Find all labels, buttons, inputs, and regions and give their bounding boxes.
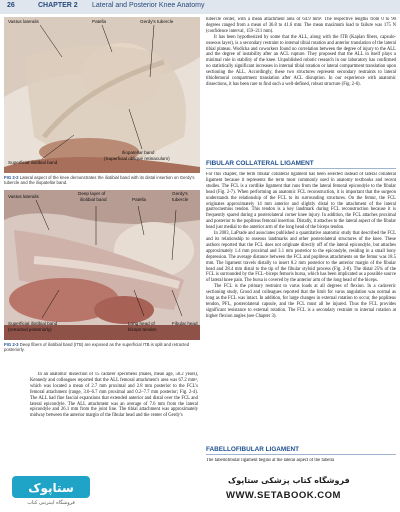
- page-number: 26: [7, 2, 15, 9]
- store-url: WWW.SETABOOK.COM: [226, 490, 341, 501]
- fabellofibular-text: The fabellofibular ligament begins at the lateral aspect of the fabella: [206, 458, 335, 463]
- figure-2-3: [4, 190, 200, 340]
- label-oblique-retinaculum: (Superficial oblique retinaculum): [104, 156, 170, 161]
- label-gerdys: Gerdy's: [172, 191, 188, 196]
- label-superficial-itb: Superficial iliotibial band: [8, 160, 58, 165]
- section-heading-fcl: [206, 160, 396, 169]
- figure-2-3-caption: [4, 342, 198, 353]
- label-patella: Patella: [92, 19, 107, 24]
- label-vastus-lateralis: Vastus lateralis: [8, 19, 39, 24]
- chapter-title: Lateral and Posterior Knee Anatomy: [92, 2, 205, 9]
- caption-label: FIG 2-3: [4, 342, 19, 347]
- svg-text:ستاپوک: ستاپوک: [28, 481, 74, 495]
- label-long-head: Long head of: [128, 321, 155, 326]
- caption-text: Lateral aspect of the knee demonstrates the iliotibial band with its distal insertion on Gerdy's tubercle and the iliopatellar band.: [4, 175, 195, 186]
- paragraph: In 2003, LaPrade and associates published a quantitative anatomic study that described the FCL and its relationship to osseous landmarks and other posterolateral structures of the knee. These authors reported that the FCL does not originate directly off of the lateral epicondyle, but attaches approximately 1.4 mm proximal and 3.1 mm posterior to the epicondyle, residing in a small bony depression. The average distance between the FCL and popliteus attachments on the femur was 18.5 mm. The ligament travels distally to insert 8.2 mm posterior to the anterior margin of the fibular head and 28.4 mm distal to the tip of the fibular styloid process (Fig. 2-8). The distal 25% of the FCL is surrounded by the FCL–biceps femoris bursa, which has been implicated as a possible source of lateral knee pain. The bursa is covered by the anterior arm of the long head of the biceps.: [206, 231, 396, 284]
- figure-2-3-photo: [4, 190, 200, 340]
- label-patella: Patella: [132, 197, 147, 202]
- paragraph: tubercle center, with a mean attachment area of 64.9 mm². The respective lengths from 0 to 90 degrees ranged from a mean of 36.8 to 41.6 mm. The mean maximum load to failure was 175 N (confidence interval, 159–211 mm).: [206, 17, 396, 34]
- label-deep-layer-itb-2: iliotibial band: [80, 197, 107, 202]
- caption-text: Deep fibers of iliotibial band (ITB) are exposed as the superficial ITB is split and retracted posteriorly.: [4, 342, 190, 353]
- store-name: فروشگاه کتاب پزشکی ستاپوک: [228, 476, 350, 485]
- svg-text:فروشگاه اینترنتی کتاب: فروشگاه اینترنتی کتاب: [27, 500, 75, 506]
- chapter-label: CHAPTER 2: [38, 2, 78, 9]
- label-gerdys-tubercle: Gerdy's tubercle: [140, 19, 174, 24]
- left-body-text: In an anatomic dissection of 15 cadaver specimens (males, mean age, 58.2 years), Kennedy and colleagues reported that the ALL femoral attachment's area was 67.2 mm², which was located a mean of 2.7 mm proximal and 2.8 mm posterior to the FCL's femoral attachment (range, 3.0–6.7 mm proximal and 0.2–7.7 mm posterior; Fig. 2-4). The ALL had fine fascial expansions that extended anterior and distal over the FCL and lateral epicondyle. The ALL attachment was an average of 7.6 mm from the lateral epicondyle and 26.1 mm from the joint line. The tibial attachment was approximately midway between the anterior margin of the fibular head and the center of Gerdy's: [30, 372, 198, 419]
- setabook-logo: [12, 472, 90, 506]
- section-heading-fabellofibular: [206, 446, 396, 455]
- label-tubercle: tubercle: [172, 197, 189, 202]
- figure-2-2-caption: [4, 175, 198, 186]
- label-deep-layer-itb: Deep layer of: [78, 191, 106, 196]
- section-title: FIBULAR COLLATERAL LIGAMENT: [206, 160, 314, 167]
- figure-2-2-photo: [4, 17, 200, 173]
- label-vastus-lateralis: Vastus lateralis: [8, 194, 39, 199]
- paragraph: It has been hypothesized by some that the ALL, along with the ITB (Kaplan fibers, capsulo-osseous layer), is a secondary restraint to internal tibial rotation and anterior translation of the lateral tibial plateau. Wodicka and coworkers found no correlation between the degree of injury to the ALL and the degree of instability after an ACL rupture. They proposed that the ALL in itself plays a minimal role in stability of the knee. Unpublished robotic research in our laboratory has confirmed no statistically significant increases in internal tibial rotation or lateral compartment translation upon sectioning the ALL. Accordingly, these two structures represent secondary restraints to lateral tibiofemoral compartment translation after ACL disruption. In our experience with anatomic dissections, it has been rare to find such a well-defined, robust structure (Fig. 2-6).: [206, 34, 396, 87]
- section-title: FABELLOFIBULAR LIGAMENT: [206, 446, 300, 453]
- fcl-body-text: [206, 172, 396, 442]
- figure-2-2: [4, 17, 200, 173]
- label-iliopatellar-band: Iliopatellar band: [122, 150, 155, 155]
- running-header: [0, 0, 400, 14]
- publisher-watermark: [0, 468, 400, 512]
- paragraph: For this chapter, the term fibular collateral ligament has been selected instead of lateral collateral ligament because it represents the term most commonly used in anatomy textbooks and recent studies. The FCL is a cordlike ligament that runs from the lateral femoral epicondyle to the fibular head (Fig. 2-7). When performing an anatomic FCL reconstruction, it is important that the surgeon understands the relationship of the FCL to its surrounding structures. On the femur, the FCL originates approximately 14 mm anterior and slightly distal to the attachment of the lateral gastrocnemius tendon. This tendon is a key landmark during FCL reconstruction because it is frequently spared during a posterolateral corner knee injury. In addition, the FCL attaches proximal and posterior to the popliteus femoral insertion. Distally, it attaches to the lateral aspect of the fibular head just medial to the anterior arm of the long head of the biceps tendon.: [206, 172, 396, 231]
- label-superficial-itb: Superficial iliotibial band: [8, 321, 58, 326]
- right-body-text: [206, 17, 396, 157]
- label-fibular-head: Fibular head: [172, 321, 198, 326]
- caption-label: FIG 2-2: [4, 175, 19, 180]
- label-retracted-posteriorly: (retracted posteriorly): [8, 327, 52, 332]
- paragraph: The FCL is the primary restraint to varus loads at all degrees of flexion. In a cadaveric sectioning study, Grood and colleagues reported that the limit for varus angulation was normal as long as the FCL was intact. In addition, for large changes in external rotation to occur, the popliteus tendon, PFL, posterolateral capsule, and the FCL must all be injured. Thus the FCL provides significant resistance to external rotation. The FCL is a secondary restraint to internal rotation at higher flexion angles (see Chapter 3).: [206, 284, 396, 319]
- label-biceps-tendon: biceps tendon: [128, 327, 157, 332]
